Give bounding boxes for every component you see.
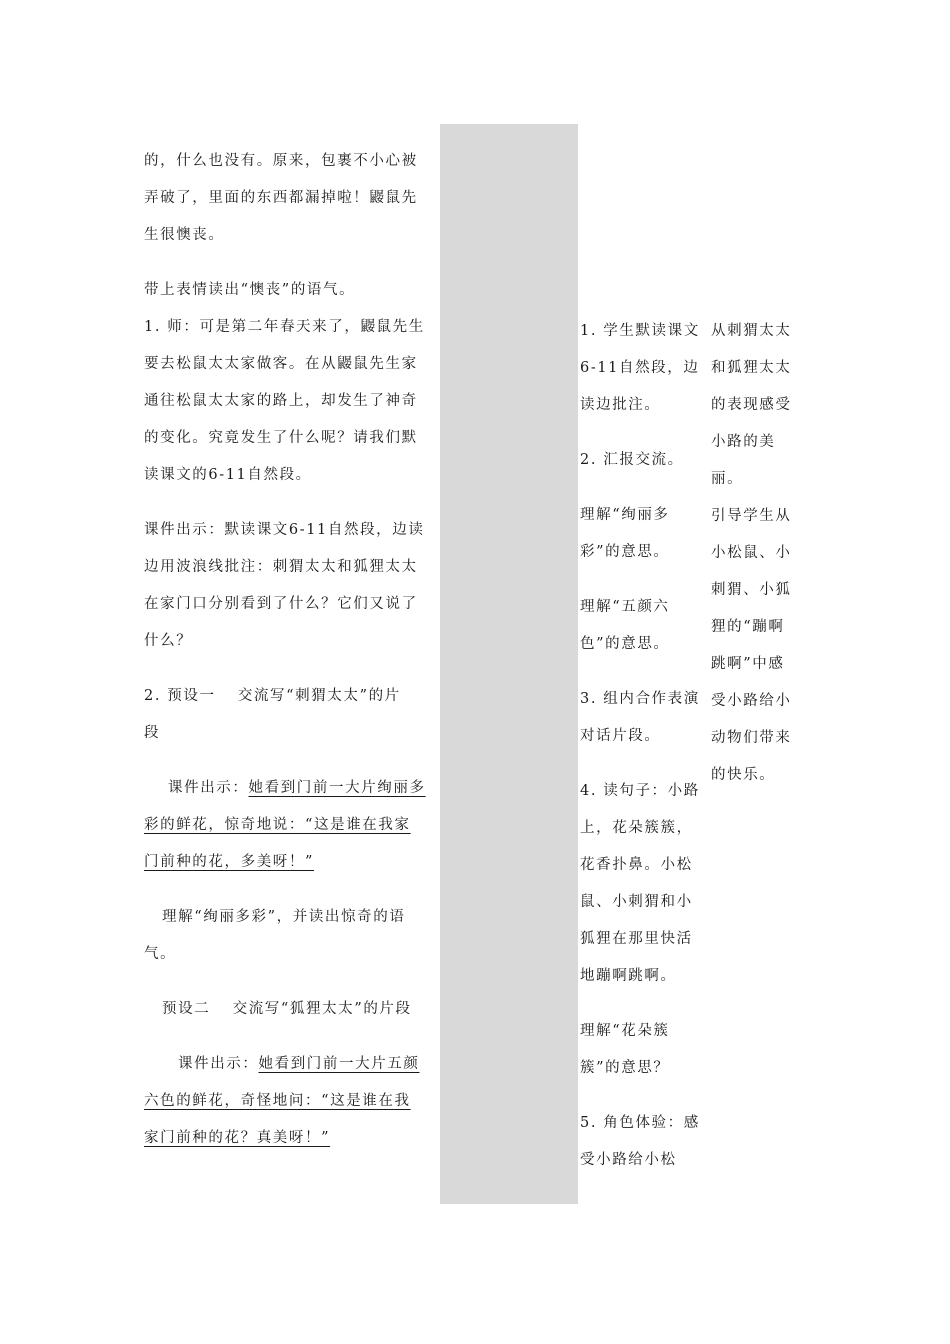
text-line: 地蹦啊跳啊。 xyxy=(580,968,677,984)
text-line: 小路的美 xyxy=(711,434,776,450)
text-line: 3. 组内合作表演 xyxy=(580,691,700,707)
text-line: 狐狸在那里快活 xyxy=(580,931,693,947)
text-line: 跳啊”中感 xyxy=(711,656,785,672)
text-line: 理解“五颜六 xyxy=(580,599,670,615)
text-line: 6-11自然段，边 xyxy=(580,360,700,376)
text-line: 在家门口分别看到了什么？它们又说了 xyxy=(144,596,418,612)
text-line: 动物们带来 xyxy=(711,730,792,746)
text-line xyxy=(144,1120,440,1157)
text-line: 段 xyxy=(144,725,161,741)
text-line: 要去松鼠太太家做客。在从鼹鼠先生家 xyxy=(144,356,418,372)
gray-column-band xyxy=(440,124,578,1204)
text-line: 什么？ xyxy=(144,633,193,649)
underlined-quote: 她看到门前一大片五颜 xyxy=(258,1056,420,1072)
text-line: 从刺猬太太 xyxy=(711,323,792,339)
text-line: 狸的“蹦啊 xyxy=(711,619,785,635)
paragraph-gap xyxy=(580,571,712,589)
underlined-quote: 她看到门前一大片绚丽多 xyxy=(248,780,426,796)
text-line: 花香扑鼻。小松 xyxy=(580,857,693,873)
underlined-quote: 六色的鲜花，奇怪地问：“这是谁在我 xyxy=(144,1093,411,1109)
text-line: 鼠、小刺猬和小 xyxy=(580,894,693,910)
text-line: 受小路给小松 xyxy=(580,1152,677,1168)
courseware-prefix: 课件出示： xyxy=(168,780,249,796)
text-line: 读边批注。 xyxy=(580,397,661,413)
text-line: 通往松鼠太太家的路上，却发生了神奇 xyxy=(144,393,418,409)
text-line: 小松鼠、小 xyxy=(711,545,792,561)
text-line: 上，花朵簇簇， xyxy=(580,820,693,836)
text-line xyxy=(144,1083,440,1120)
text-line: 1. 师：可是第二年春天来了，鼹鼠先生 xyxy=(144,319,425,335)
paragraph-gap xyxy=(580,479,712,497)
text-line: 簇”的意思？ xyxy=(580,1060,670,1076)
text-line: 刺猬、小狐 xyxy=(711,582,792,598)
text-line xyxy=(144,807,440,844)
text-line: 理解“绚丽多彩”，并读出惊奇的语 xyxy=(162,909,406,925)
text-line: 理解“花朵簇 xyxy=(580,1023,670,1039)
text-line: 和狐狸太太 xyxy=(711,360,792,376)
text-line: 2. 汇报交流。 xyxy=(580,452,684,468)
text-line: 色”的意思。 xyxy=(580,636,670,652)
text-line: 生很懊丧。 xyxy=(144,227,225,243)
design-intent-column xyxy=(711,313,807,794)
courseware-prefix: 课件出示： xyxy=(178,1056,259,1072)
text-line: 丽。 xyxy=(711,471,744,487)
text-line: 带上表情读出“懊丧”的语气。 xyxy=(144,282,356,298)
text-line: 的，什么也没有。原来，包裹不小心被 xyxy=(144,153,418,169)
text-line: 引导学生从 xyxy=(711,508,792,524)
text-line: 读课文的6-11自然段。 xyxy=(144,467,312,483)
text-line: 的快乐。 xyxy=(711,767,776,783)
text-line: 1. 学生默读课文 xyxy=(580,323,700,339)
paragraph-gap xyxy=(580,663,712,681)
text-line: 4. 读句子：小路 xyxy=(580,783,700,799)
text-line: 理解“绚丽多 xyxy=(580,507,670,523)
text-line: 2. 预设一 交流写“刺猬太太”的片 xyxy=(144,688,401,704)
underlined-quote: 家门前种的花？真美呀！” xyxy=(144,1130,331,1146)
text-line: 的变化。究竟发生了什么呢？请我们默 xyxy=(144,430,418,446)
underlined-quote: 彩的鲜花，惊奇地说：“这是谁在我家 xyxy=(144,817,411,833)
text-line: 彩”的意思。 xyxy=(580,544,670,560)
paragraph-gap xyxy=(580,1087,712,1105)
text-line: 课件出示：默读课文6-11自然段，边读 xyxy=(144,522,425,538)
text-line xyxy=(144,844,440,881)
text-line: 弄破了，里面的东西都漏掉啦！鼹鼠先 xyxy=(144,190,418,206)
text-line: 气。 xyxy=(144,946,177,962)
teacher-activity-column xyxy=(144,143,440,1157)
paragraph-gap xyxy=(580,755,712,773)
text-line xyxy=(144,1046,440,1083)
text-line: 受小路给小 xyxy=(711,693,792,709)
student-activity-column xyxy=(580,313,712,1179)
text-line: 边用波浪线批注：刺猬太太和狐狸太太 xyxy=(144,559,418,575)
text-line: 预设二 交流写“狐狸太太”的片段 xyxy=(162,1001,412,1017)
text-line: 对话片段。 xyxy=(580,728,661,744)
paragraph-gap xyxy=(580,424,712,442)
text-line: 5. 角色体验：感 xyxy=(580,1115,700,1131)
text-line xyxy=(144,770,440,807)
underlined-quote: 门前种的花，多美呀！” xyxy=(144,854,315,870)
text-line: 的表现感受 xyxy=(711,397,792,413)
paragraph-gap xyxy=(580,995,712,1013)
